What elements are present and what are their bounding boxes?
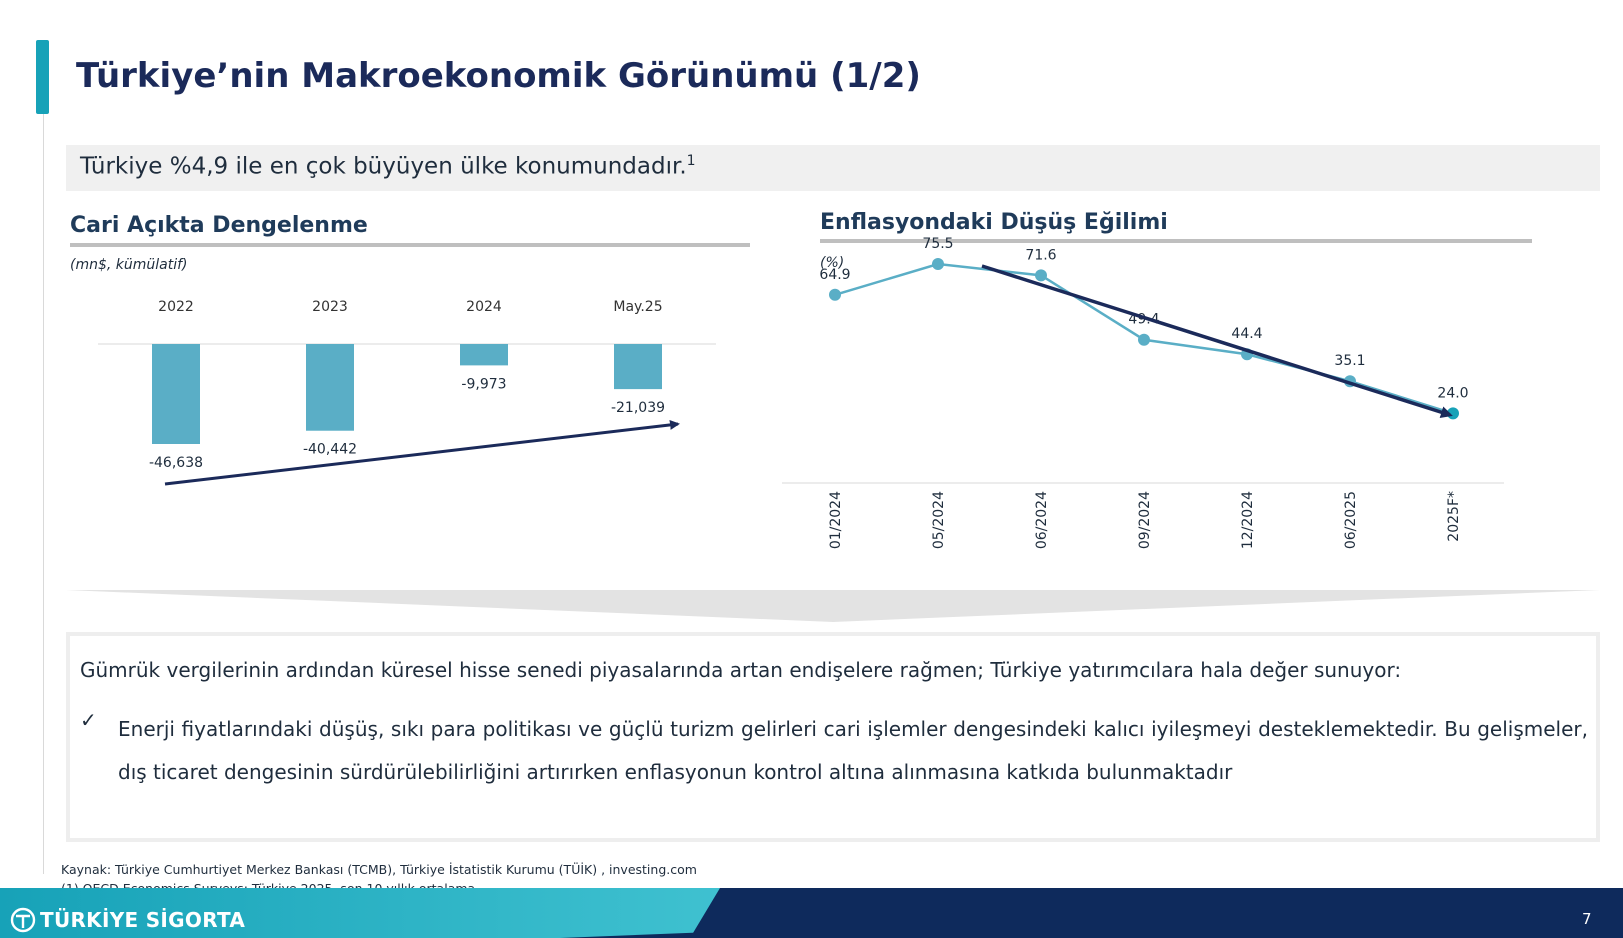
data-point [1138,334,1150,346]
turkiye-sigorta-logo-icon [10,907,36,933]
subtitle-footnote-ref: 1 [686,153,696,169]
data-value-label: 44.4 [1231,326,1263,343]
x-tick-label: 01/2024 [828,491,844,550]
summary-bullet-text: Enerji fiyatlarındaki düşüş, sıkı para politikası ve güçlü turizm gelirleri cari işlemler dengesindeki kalıcı iyileşmeyi desteklemektedir. Bu gelişmeler, dış ticaret dengesinin sürdürülebilirliğini artırırken enflasyonun kontrol altına alınmasına katkıda bulunmaktadır [118,717,1588,784]
bar-category-label: 2022 [158,299,194,315]
bar [152,344,200,444]
brand-logo [10,906,245,934]
bar [306,344,354,431]
bar-value-label: -9,973 [461,376,507,393]
x-tick-label: 09/2024 [1137,491,1153,550]
bar-category-label: May.25 [613,299,663,315]
source-note: Kaynak: Türkiye Cumhurtiyet Merkez Bankası (TCMB), Türkiye İstatistik Kurumu (TÜİK) , investing.com [61,862,697,877]
trend-arrow-up [165,424,678,484]
bar [614,344,662,389]
page-subtitle [80,153,696,180]
x-tick-label: 06/2025 [1343,491,1359,550]
check-icon: ✓ [80,708,97,732]
data-value-label: 35.1 [1334,353,1366,370]
left-rule [43,114,44,874]
trend-arrow-down [982,266,1450,415]
x-tick-label: 2025F* [1446,491,1462,542]
data-value-label: 64.9 [819,266,851,283]
x-tick-label: 12/2024 [1240,491,1256,550]
section-divider-chevron [66,590,1600,624]
summary-lead-text: Gümrük vergilerinin ardından küresel hisse senedi piyasalarında artan endişelere rağmen; Türkiye yatırımcılara hala değer sunuyor: [80,658,1402,682]
bar-category-label: 2024 [466,299,502,315]
inflation-unit-label: (%) [820,255,845,271]
x-tick-label: 06/2024 [1034,491,1050,550]
data-value-label: 24.0 [1437,385,1469,402]
data-value-label: 49.4 [1128,311,1160,328]
inflation-line-chart [810,236,1570,570]
bar-value-label: -21,039 [610,400,666,417]
bar-category-label: 2023 [312,299,348,315]
page-number: 7 [1582,910,1592,928]
data-point [932,258,944,270]
title-accent-bar [36,40,49,114]
inflation-chart-title: Enflasyondaki Düşüş Eğilimi [820,210,1168,235]
cari-unit-label: (mn$, kümülatif) [70,257,188,273]
bar [460,344,508,365]
page-title: Türkiye’nin Makroekonomik Görünümü (1/2) [76,56,921,96]
data-point [1035,269,1047,281]
bar-value-label: -46,638 [148,455,204,471]
cari-bar-chart [90,290,750,510]
subtitle-text: Türkiye %4,9 ile en çok büyüyen ülke konumundadır. [80,153,687,180]
data-value-label: 71.6 [1025,247,1057,264]
data-value-label: 75.5 [922,236,954,253]
cari-chart-title: Cari Açıkta Dengelenme [70,213,368,238]
data-point [829,289,841,301]
x-tick-label: 05/2024 [931,491,947,550]
cari-title-rule [70,243,750,247]
bar-value-label: -40,442 [302,441,358,458]
brand-name: TÜRKİYE SİGORTA [40,908,246,932]
